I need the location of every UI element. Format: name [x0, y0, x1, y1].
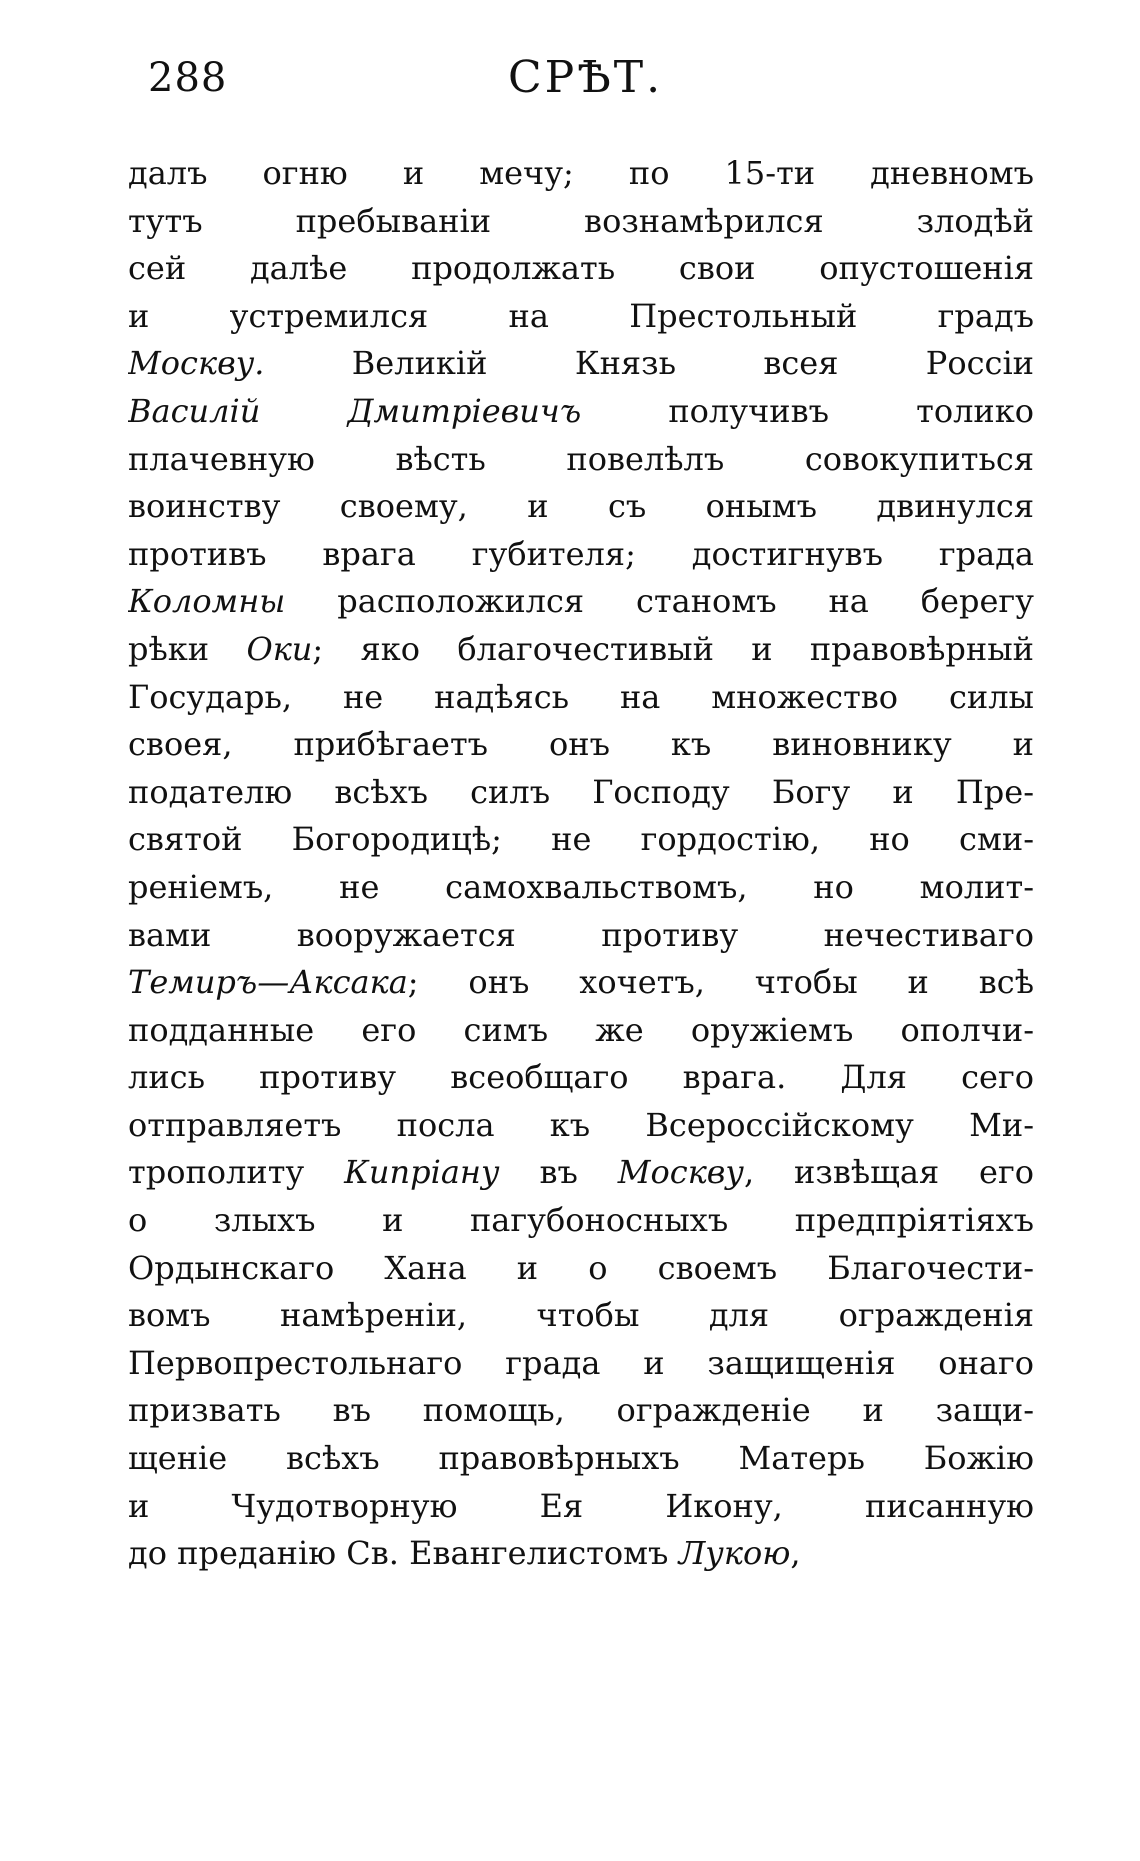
- text-line: [128, 340, 1034, 388]
- text-line: [128, 1387, 1034, 1435]
- italic-text: Кипріану: [344, 1153, 500, 1192]
- line-text: о злыхъ и пагубоносныхъ предпріятіяхъ: [128, 1201, 1034, 1240]
- text-line: [128, 864, 1034, 912]
- text-line: [128, 198, 1034, 246]
- text-line: [128, 912, 1034, 960]
- text-line: [128, 1054, 1034, 1102]
- text-line: [128, 626, 1034, 674]
- text-line: [128, 245, 1034, 293]
- line-text: сей далѣе продолжать свои опустошенія: [128, 249, 1034, 288]
- text-line: [128, 578, 1034, 626]
- italic-text: Темиръ—Аксака: [128, 963, 408, 1002]
- line-text: далъ огню и мечу; по 15-ти дневномъ: [128, 154, 1034, 192]
- line-text: ; яко благочестивый и правовѣрный: [312, 629, 1034, 668]
- line-text: и устремился на Престольный градъ: [128, 296, 1034, 335]
- italic-text: Москву.: [128, 344, 265, 383]
- text-line: [128, 1245, 1034, 1293]
- italic-text: Оки: [246, 629, 313, 668]
- text-line: [128, 1102, 1034, 1150]
- text-line: [128, 293, 1034, 341]
- text-line: [128, 816, 1034, 864]
- line-text: щеніе всѣхъ правовѣрныхъ Матерь Божію: [128, 1439, 1034, 1478]
- line-text: и Чудотворную Ея Икону, писанную: [128, 1486, 1034, 1525]
- line-text: святой Богородицѣ; не гордостію, но сми-: [128, 820, 1034, 859]
- line-text: призвать въ помощь, огражденіе и защи-: [128, 1391, 1034, 1430]
- text-line: [128, 1530, 1034, 1578]
- line-text: воинству своему, и съ онымъ двинулся: [128, 487, 1034, 526]
- line-text: получивъ толико: [581, 391, 1034, 430]
- line-text: своея, прибѣгаетъ онъ къ виновнику и: [128, 725, 1034, 764]
- body-text: [128, 150, 1034, 1578]
- line-text: Великій Князь всея Россіи: [264, 344, 1034, 383]
- text-line: [128, 721, 1034, 769]
- text-line: [128, 1340, 1034, 1388]
- text-line: [128, 483, 1034, 531]
- text-line: [128, 1435, 1034, 1483]
- text-line: [128, 674, 1034, 722]
- text-line: [128, 388, 1034, 436]
- line-text: вомъ намѣреніи, чтобы для огражденія: [128, 1296, 1034, 1335]
- page-number: 288: [148, 55, 228, 101]
- text-line: [128, 1483, 1034, 1531]
- text-line: [128, 436, 1034, 484]
- line-text: плачевную вѣсть повелѣлъ совокупиться: [128, 439, 1034, 478]
- line-text: трополиту: [128, 1153, 345, 1192]
- line-text: , извѣщая его: [743, 1153, 1034, 1192]
- line-text: противъ врага губителя; достигнувъ града: [128, 534, 1034, 573]
- line-text: расположился станомъ на берегу: [285, 582, 1034, 621]
- line-text: лись противу всеобщаго врага. Для сего: [128, 1058, 1034, 1097]
- line-text: реніемъ, не самохвальствомъ, но молит-: [128, 867, 1034, 906]
- line-text: подателю всѣхъ силъ Господу Богу и Пре-: [128, 772, 1034, 811]
- line-text: ; онъ хочетъ, чтобы и всѣ: [407, 963, 1034, 1002]
- text-line: [128, 959, 1034, 1007]
- line-text: отправляетъ посла къ Всероссійскому Ми-: [128, 1105, 1034, 1144]
- line-text: ,: [790, 1534, 801, 1573]
- text-line: [128, 150, 1034, 198]
- text-line: [128, 1149, 1034, 1197]
- line-text: въ: [499, 1153, 618, 1192]
- text-line: [128, 531, 1034, 579]
- line-text: тутъ пребываніи вознамѣрился злодѣй: [128, 201, 1034, 240]
- line-text: Государь, не надѣясь на множество силы: [128, 677, 1034, 716]
- line-text: Первопрестольнаго града и защищенія онаго: [128, 1343, 1034, 1382]
- line-text: рѣки: [128, 629, 247, 668]
- line-text: Ордынскаго Хана и о своемъ Благочести-: [128, 1248, 1034, 1287]
- text-line: [128, 1007, 1034, 1055]
- text-line: [128, 1292, 1034, 1340]
- italic-text: Лукою: [678, 1534, 791, 1573]
- italic-text: Коломны: [128, 582, 286, 621]
- running-head: [148, 48, 1028, 108]
- line-text: подданные его симъ же оружіемъ ополчи-: [128, 1010, 1034, 1049]
- line-text: до преданію Св. Евангелистомъ: [128, 1534, 679, 1573]
- text-line: [128, 769, 1034, 817]
- text-line: [128, 1197, 1034, 1245]
- running-title: СРѢТ.: [508, 52, 664, 103]
- line-text: вами вооружается противу нечестиваго: [128, 915, 1034, 954]
- italic-text: Москву: [617, 1153, 744, 1192]
- italic-text: Василій Дмитріевичъ: [128, 391, 582, 430]
